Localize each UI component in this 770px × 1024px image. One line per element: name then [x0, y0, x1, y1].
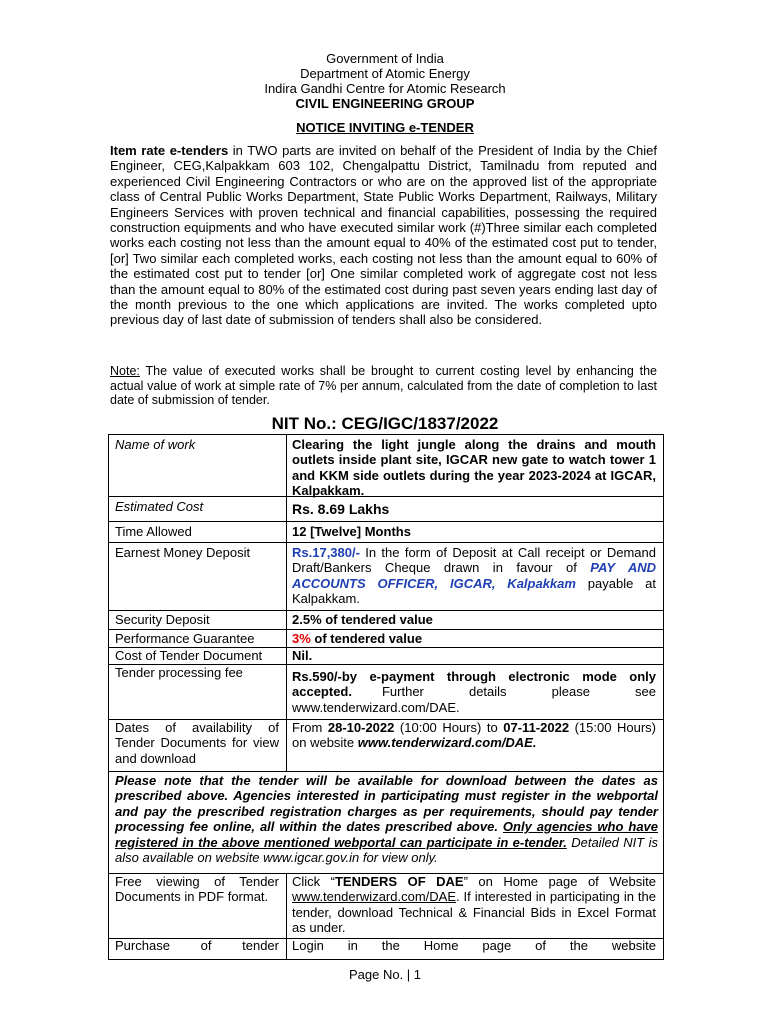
intro-lead: Item rate e-tenders — [110, 143, 229, 158]
table-column-divider — [286, 435, 287, 771]
download-notice-tail: Detailed NIT is also available on website www.igcar.gov.in for view only. — [115, 834, 658, 866]
dates-start-date: 28-10-2022 — [327, 720, 395, 735]
estimated-cost-value: Rs. 8.69 Lakhs — [292, 501, 390, 517]
tender-fee-line-2 — [292, 684, 656, 699]
tender-fee-website[interactable]: www.tenderwizard.com/DAE. — [292, 699, 460, 715]
emd-amount: Rs.17,380/- — [292, 545, 360, 560]
free-viewing-link-name: TENDERS OF DAE — [334, 874, 464, 889]
free-viewing-rest: . If interested in participating in the tender, download Technical & Financial Bids in Excel Format as under. — [292, 889, 656, 936]
page-number: Page No. | 1 — [348, 967, 422, 982]
note-label: Note: — [110, 364, 140, 378]
free-viewing-value — [292, 874, 656, 936]
dates-end-date: 07-11-2022 — [503, 720, 570, 735]
emd-payee: PAY AND ACCOUNTS OFFICER, IGCAR, Kalpakkam — [292, 560, 657, 591]
purchase-label: Purchase of tender — [115, 938, 279, 953]
note-paragraph — [110, 364, 657, 408]
emd-label: Earnest Money Deposit — [115, 545, 251, 560]
download-notice-underlined: Only agencies who have registered in the above mentioned webportal can participate in e-tender. — [115, 819, 659, 850]
header-department: Department of Atomic Energy — [300, 66, 470, 81]
dates-website[interactable]: www.tenderwizard.com/DAE. — [357, 735, 537, 751]
performance-guarantee-label: Performance Guarantee — [115, 631, 255, 646]
header-group: CIVIL ENGINEERING GROUP — [295, 96, 475, 111]
dates-start-time: (10:00 Hours) to — [394, 720, 504, 735]
row-divider — [109, 542, 663, 543]
tender-details-table — [108, 434, 664, 960]
table-column-divider-lower — [286, 873, 287, 959]
free-viewing-click: Click “ — [292, 874, 335, 889]
tender-fee-accepted: accepted. — [292, 684, 352, 700]
cost-of-tender-document-value: Nil. — [292, 648, 313, 663]
cost-of-tender-document-label: Cost of Tender Document — [115, 648, 263, 663]
download-notice — [115, 773, 658, 865]
name-of-work-value: Clearing the light jungle along the drains and mouth outlets inside plant site, IGCAR new gate to watch tower 1 and KKM side outlets during the year 2023-2024 at IGCAR, Kalpakkam. — [292, 437, 656, 499]
name-of-work-label: Name of work — [115, 437, 196, 452]
free-viewing-after-link: ” on Home page of Website — [463, 874, 657, 889]
row-divider — [109, 771, 663, 772]
intro-body: in TWO parts are invited on behalf of the President of India by the Chief Engineer, CEG,Kalpakkam 603 102, Chengalpattu District, Tamilnadu from reputed and experienced Civil Engineering Contractors or who are on the approved list of the appropriate class of Central Public Works Department, State Public Works Department, Railways, Military Engineers Services with proven technical and financial capabilities, possessing the required construction equipments and who have executed similar work (#)Three similar each completed works each costing not less than the amount equal to 40% of the estimated cost put to tender, [or] Two similar each completed works, each costing not less than the amount equal to 60% of the estimated cost put to tender [or] One similar completed work of aggregate cost not less than the amount equal to 80% of the estimated cost during past seven years ending last day of the month previous to the one which applications are invited. The works completed upto previous day of last date of submission of tenders shall also be considered. — [110, 143, 657, 328]
purchase-value: Login in the Home page of the website — [292, 938, 656, 953]
performance-guarantee-value — [292, 631, 656, 646]
dates-of-availability-value — [292, 720, 656, 751]
row-divider — [109, 610, 663, 611]
emd-value — [292, 545, 656, 607]
header-centre: Indira Gandhi Centre for Atomic Research — [264, 81, 506, 96]
dates-of-availability-label: Dates of availability of Tender Documents for view and download — [115, 720, 279, 766]
time-allowed-label: Time Allowed — [115, 524, 192, 539]
nit-number: NIT No.: CEG/IGC/1837/2022 — [271, 414, 499, 433]
free-viewing-label: Free viewing of Tender Documents in PDF format. — [115, 874, 279, 905]
header-government: Government of India — [326, 51, 444, 66]
emd-text-2: payable at Kalpakkam. — [292, 575, 656, 607]
intro-paragraph — [110, 143, 657, 328]
row-divider — [109, 629, 663, 630]
time-allowed-value: 12 [Twelve] Months — [292, 524, 411, 539]
download-notice-bold: Please note that the tender will be available for download between the dates as prescribed above. Agencies interested in participating must register in the webportal and pay the prescribed registration charges as per requirements, should pay tender processing fee online, all within the dates prescribed above. — [115, 773, 658, 835]
estimated-cost-label: Estimated Cost — [115, 499, 204, 514]
tender-processing-fee-label: Tender processing fee — [115, 665, 243, 680]
security-deposit-label: Security Deposit — [115, 612, 210, 627]
performance-guarantee-percent: 3% — [292, 631, 311, 646]
emd-text-1: In the form of Deposit at Call receipt or Demand Draft/Bankers Cheque drawn in favour of — [292, 545, 656, 576]
tender-fee-further: Further details please see — [381, 684, 656, 700]
note-text: The value of executed works shall be brought to current costing level by enhancing the actual value of work at simple rate of 7% per annum, calculated from the date of completion to last date of submission of tender. — [110, 364, 657, 408]
tender-processing-fee-value — [292, 669, 656, 715]
tender-fee-line-1: Rs.590/-by e-payment through electronic mode only — [292, 669, 656, 684]
dates-end-time: (15:00 Hours) on website — [292, 720, 656, 751]
row-divider — [109, 521, 663, 522]
notice-title: NOTICE INVITING e-TENDER — [296, 120, 474, 135]
performance-guarantee-text: of tendered value — [310, 631, 423, 646]
dates-from: From — [292, 720, 328, 735]
free-viewing-website[interactable]: www.tenderwizard.com/DAE — [292, 889, 456, 905]
security-deposit-value: 2.5% of tendered value — [292, 612, 433, 627]
